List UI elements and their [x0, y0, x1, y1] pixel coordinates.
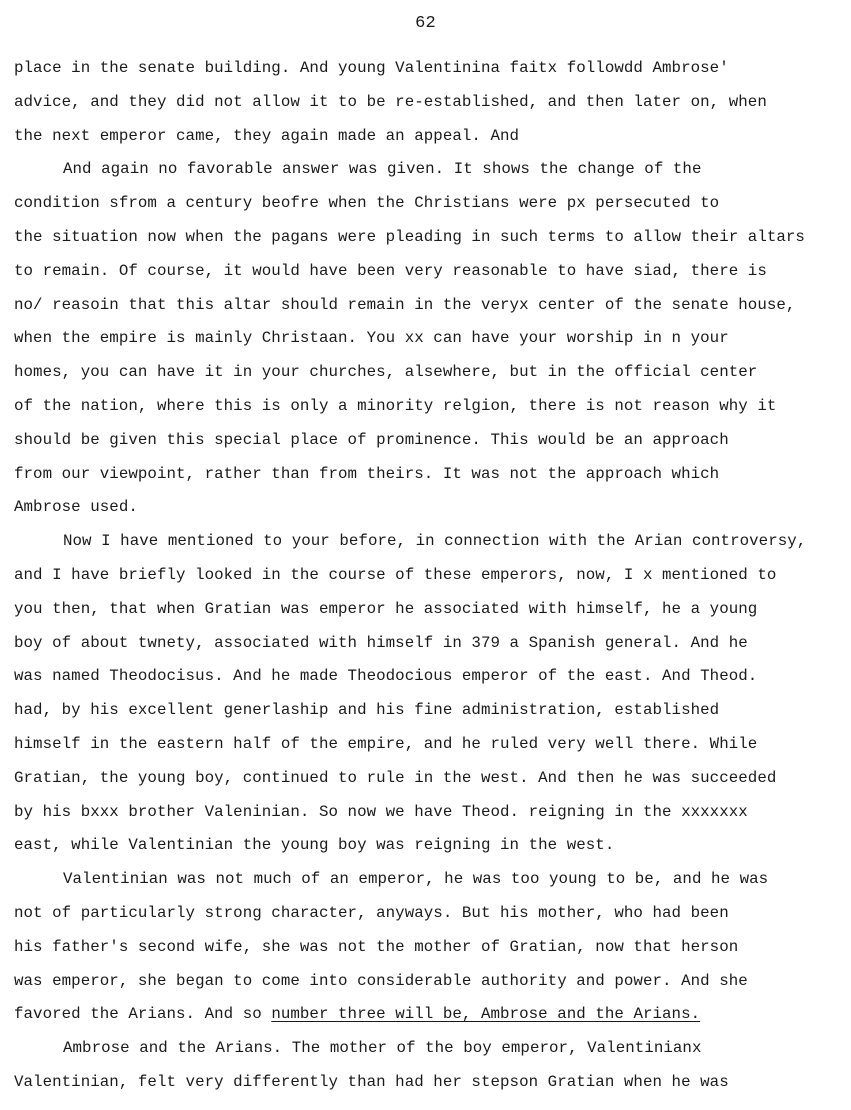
text-line: And again no favorable answer was given. It shows the change of the	[63, 160, 702, 179]
body-text	[14, 52, 844, 1100]
text-line: the next emperor came, they again made an appeal. And	[14, 126, 520, 145]
text-line: the situation now when the pagans were pleading in such terms to allow their altars	[14, 227, 805, 246]
text-line: his father's second wife, she was not the mother of Gratian, now that herson	[14, 937, 739, 956]
text-line: Now I have mentioned to your before, in connection with the Arian controversy,	[63, 532, 807, 551]
text-line: when the empire is mainly Christaan. You xx can have your worship in n your	[14, 329, 729, 348]
text-line: advice, and they did not allow it to be re-established, and then later on, when	[14, 92, 767, 111]
text-line: to remain. Of course, it would have been very reasonable to have siad, there is	[14, 261, 767, 280]
text-line: no/ reasoin that this altar should remain in the veryx center of the senate house,	[14, 295, 796, 314]
text-line: Ambrose and the Arians. The mother of the boy emperor, Valentinianx	[63, 1039, 702, 1058]
text-line: by his bxxx brother Valeninian. So now we have Theod. reigning in the xxxxxxx	[14, 802, 748, 821]
text-line: was named Theodocisus. And he made Theodocious emperor of the east. And Theod.	[14, 667, 758, 686]
text-line: of the nation, where this is only a minority relgion, there is not reason why it	[14, 396, 777, 415]
text-line: was emperor, she began to come into considerable authority and power. And she	[14, 971, 748, 990]
text-line: from our viewpoint, rather than from theirs. It was not the approach which	[14, 464, 720, 483]
text-line: should be given this special place of prominence. This would be an approach	[14, 430, 729, 449]
text-line: homes, you can have it in your churches, alsewhere, but in the official center	[14, 363, 758, 382]
text-line: himself in the eastern half of the empire, and he ruled very well there. While	[14, 734, 758, 753]
text-line: Valentinian was not much of an emperor, he was too young to be, and he was	[63, 870, 769, 889]
text-line: you then, that when Gratian was emperor he associated with himself, he a young	[14, 599, 758, 618]
text-line: east, while Valentinian the young boy was reigning in the west.	[14, 836, 615, 855]
text-line: not of particularly strong character, anyways. But his mother, who had been	[14, 903, 729, 922]
underlined-heading: number three will be, Ambrose and the Arians.	[271, 1005, 701, 1024]
text-line: and I have briefly looked in the course of these emperors, now, I x mentioned to	[14, 565, 777, 584]
text-segment: favored the Arians. And so	[14, 1005, 272, 1024]
text-line: Gratian, the young boy, continued to rule in the west. And then he was succeeded	[14, 768, 777, 787]
page-number: 62	[415, 14, 436, 33]
text-line: had, by his excellent generlaship and his fine administration, established	[14, 701, 720, 720]
text-line: place in the senate building. And young Valentinina faitx followdd Ambrose'	[14, 59, 729, 77]
text-line: condition sfrom a century beofre when the Christians were px persecuted to	[14, 194, 720, 213]
text-line: boy of about twnety, associated with himself in 379 a Spanish general. And he	[14, 633, 748, 652]
text-line: Valentinian, felt very differently than had her stepson Gratian when he was	[14, 1072, 729, 1091]
text-line: Ambrose used.	[14, 498, 138, 517]
text-line	[14, 998, 844, 1032]
